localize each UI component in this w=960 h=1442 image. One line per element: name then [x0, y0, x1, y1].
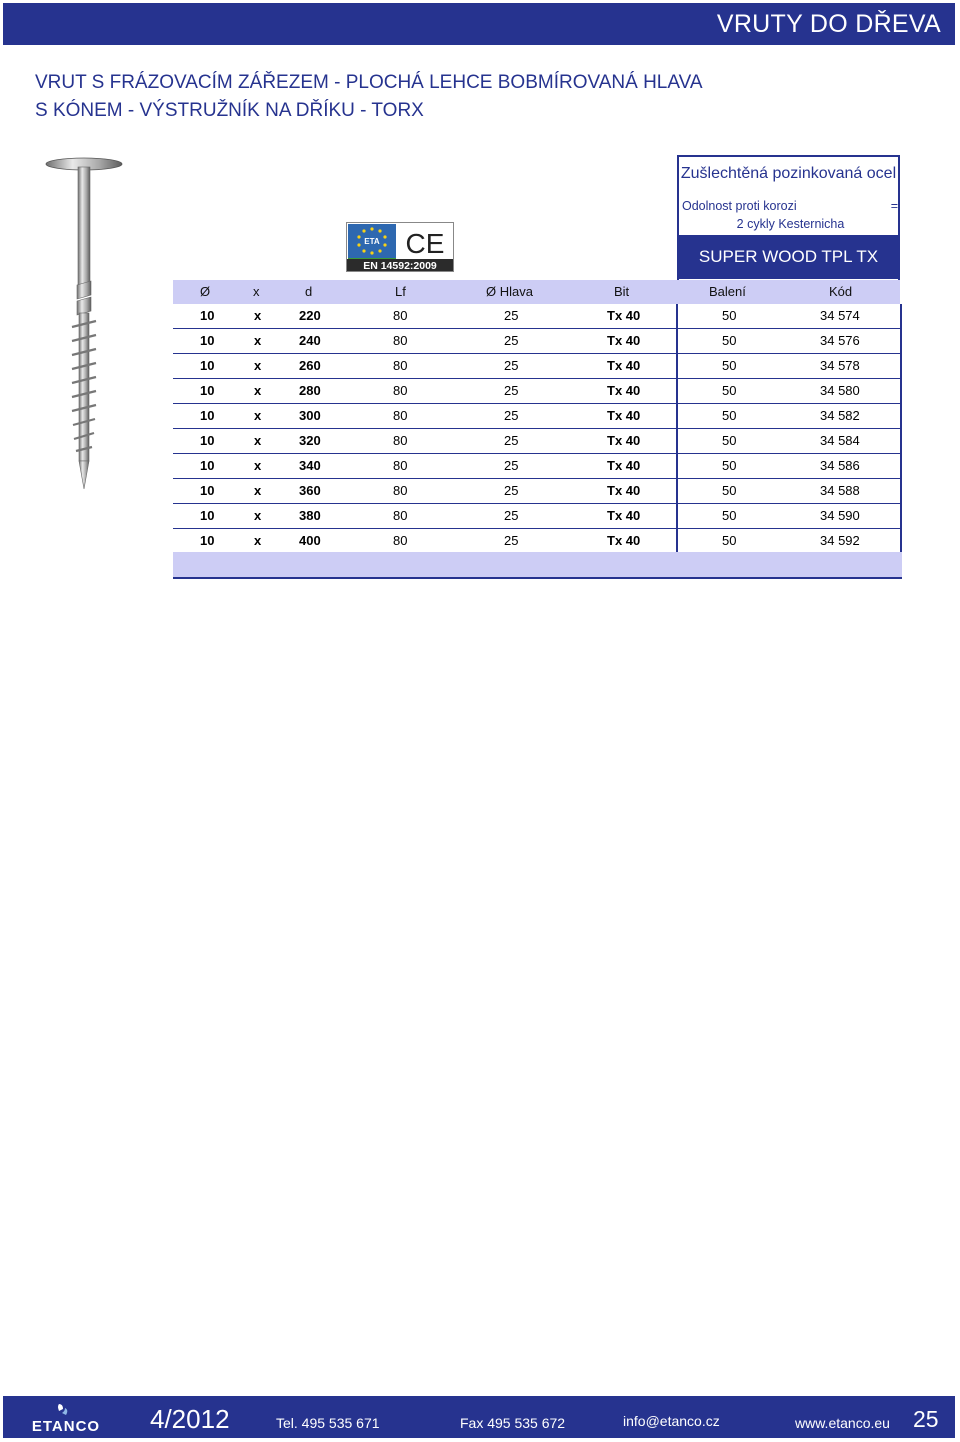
table-row: [173, 379, 900, 404]
cell-code: 34 592: [820, 533, 860, 548]
cell-pack: 50: [722, 508, 737, 523]
table-row: [173, 329, 900, 354]
cell-head: 25: [504, 383, 519, 398]
footer-fax: Fax 495 535 672: [460, 1415, 566, 1431]
table-row: [173, 354, 900, 379]
cell-x: x: [254, 533, 262, 548]
cell-pack: 50: [722, 383, 737, 398]
cell-x: x: [254, 408, 262, 423]
cell-code: 34 576: [820, 333, 860, 348]
table-row: [173, 454, 900, 479]
cell-head: 25: [504, 308, 519, 323]
material-label: Zušlechtěná pozinkovaná ocel: [680, 165, 897, 182]
cell-head: 25: [504, 458, 519, 473]
cell-x: x: [254, 358, 262, 373]
product-title-line2: S KÓNEM - VÝSTRUŽNÍK NA DŘÍKU - TORX: [35, 100, 424, 121]
cell-code: 34 580: [820, 383, 860, 398]
cell-length: 380: [299, 508, 321, 523]
cell-x: x: [254, 308, 262, 323]
cell-bit: Tx 40: [607, 508, 641, 523]
cell-bit: Tx 40: [607, 483, 641, 498]
footer-page-number: 25: [913, 1406, 939, 1432]
corrosion-eq: =: [890, 199, 898, 213]
col-diameter-header: Ø: [200, 284, 211, 299]
cell-lf: 80: [393, 433, 408, 448]
cell-pack: 50: [722, 433, 737, 448]
cell-length: 240: [299, 333, 321, 348]
table-footer-row: [173, 552, 902, 579]
cell-diameter: 10: [200, 383, 215, 398]
col-x-header: x: [253, 284, 260, 299]
column-divider: [676, 304, 678, 578]
cell-lf: 80: [393, 508, 408, 523]
col-code-header: Kód: [829, 284, 853, 299]
cell-x: x: [254, 433, 262, 448]
cell-lf: 80: [393, 408, 408, 423]
cell-length: 320: [299, 433, 321, 448]
cell-length: 360: [299, 483, 321, 498]
cell-lf: 80: [393, 533, 408, 548]
cell-x: x: [254, 508, 262, 523]
cell-lf: 80: [393, 308, 408, 323]
screw-image: [44, 155, 126, 495]
cell-length: 340: [299, 458, 321, 473]
cell-pack: 50: [722, 333, 737, 348]
col-head-header: Ø Hlava: [486, 284, 533, 299]
table-header-row: [173, 280, 900, 304]
cell-bit: Tx 40: [607, 358, 641, 373]
table-row: [173, 304, 900, 329]
cell-code: 34 578: [820, 358, 860, 373]
cell-diameter: 10: [200, 433, 215, 448]
cell-pack: 50: [722, 408, 737, 423]
cell-code: 34 574: [820, 308, 860, 323]
corrosion-value: 2 cykly Kesternicha: [736, 217, 845, 231]
table-right-border: [900, 304, 902, 578]
etanco-logo-icon: [19, 1402, 113, 1434]
certification-logos: [346, 222, 454, 272]
product-title-line1: VRUT S FRÁZOVACÍM ZÁŘEZEM - PLOCHÁ LEHCE BOBMÍROVANÁ HLAVA: [35, 72, 703, 93]
cell-bit: Tx 40: [607, 458, 641, 473]
col-pack-header: Balení: [709, 284, 746, 299]
cell-bit: Tx 40: [607, 433, 641, 448]
cell-head: 25: [504, 433, 519, 448]
cell-diameter: 10: [200, 408, 215, 423]
header-bar: [3, 3, 955, 45]
cell-x: x: [254, 483, 262, 498]
cell-length: 300: [299, 408, 321, 423]
cell-lf: 80: [393, 333, 408, 348]
col-lf-header: Lf: [395, 284, 406, 299]
brand-name: ETANCO: [31, 1418, 101, 1434]
cell-diameter: 10: [200, 533, 215, 548]
cell-code: 34 586: [820, 458, 860, 473]
cell-diameter: 10: [200, 483, 215, 498]
cell-lf: 80: [393, 383, 408, 398]
cell-diameter: 10: [200, 358, 215, 373]
cell-lf: 80: [393, 483, 408, 498]
cell-length: 220: [299, 308, 321, 323]
cell-pack: 50: [722, 358, 737, 373]
cell-diameter: 10: [200, 458, 215, 473]
footer-tel: Tel. 495 535 671: [276, 1415, 380, 1431]
cell-x: x: [254, 333, 262, 348]
corrosion-label: Odolnost proti korozi: [682, 199, 797, 213]
cell-bit: Tx 40: [607, 408, 641, 423]
cell-diameter: 10: [200, 333, 215, 348]
cell-diameter: 10: [200, 508, 215, 523]
cell-length: 280: [299, 383, 321, 398]
table-row: [173, 404, 900, 429]
ce-mark: CE: [405, 228, 445, 259]
footer-date: 4/2012: [150, 1404, 230, 1434]
cell-head: 25: [504, 533, 519, 548]
cell-head: 25: [504, 333, 519, 348]
cell-length: 400: [299, 533, 321, 548]
cell-pack: 50: [722, 483, 737, 498]
cell-head: 25: [504, 483, 519, 498]
cell-diameter: 10: [200, 308, 215, 323]
table-row: [173, 504, 900, 529]
cell-bit: Tx 40: [607, 333, 641, 348]
cell-head: 25: [504, 408, 519, 423]
cell-bit: Tx 40: [607, 383, 641, 398]
cell-x: x: [254, 383, 262, 398]
col-bit-header: Bit: [614, 284, 630, 299]
table-row: [173, 479, 900, 504]
eta-label: ETA: [364, 237, 380, 246]
cell-code: 34 584: [820, 433, 860, 448]
footer-email[interactable]: info@etanco.cz: [623, 1413, 720, 1429]
cell-code: 34 588: [820, 483, 860, 498]
table-row: [173, 429, 900, 454]
footer-web[interactable]: www.etanco.eu: [795, 1415, 890, 1431]
page-category-title: VRUTY DO DŘEVA: [716, 10, 941, 38]
table-row: [173, 529, 900, 554]
cell-code: 34 590: [820, 508, 860, 523]
cell-pack: 50: [722, 308, 737, 323]
cell-lf: 80: [393, 358, 408, 373]
cell-length: 260: [299, 358, 321, 373]
cell-head: 25: [504, 508, 519, 523]
standard-label: EN 14592:2009: [363, 260, 437, 271]
cell-lf: 80: [393, 458, 408, 473]
cell-pack: 50: [722, 458, 737, 473]
product-info-box: [677, 155, 900, 280]
col-length-header: d: [305, 284, 313, 299]
cell-bit: Tx 40: [607, 533, 641, 548]
footer-bar: [3, 1396, 955, 1438]
cell-code: 34 582: [820, 408, 860, 423]
cell-pack: 50: [722, 533, 737, 548]
cell-head: 25: [504, 358, 519, 373]
cell-x: x: [254, 458, 262, 473]
cell-bit: Tx 40: [607, 308, 641, 323]
product-name: SUPER WOOD TPL TX: [677, 235, 900, 279]
